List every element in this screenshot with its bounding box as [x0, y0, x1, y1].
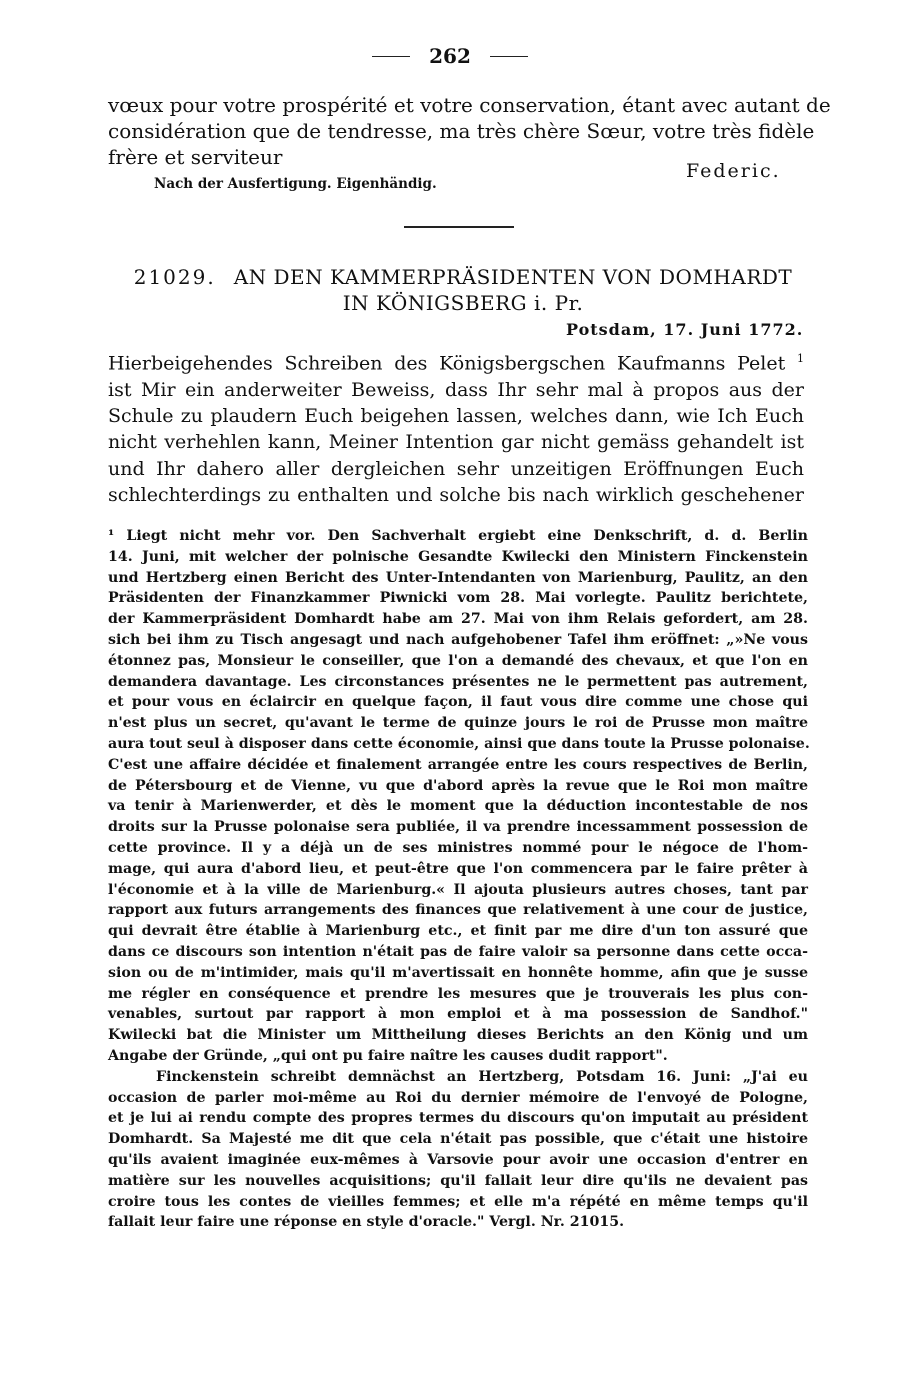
- body-line: nicht verhehlen kann, Meiner Intention gar nicht gemäss gehandelt ist: [108, 431, 804, 454]
- letter-body: [108, 346, 804, 508]
- footnote-line: qui devrait être établie à Marienburg etc., et finit par me dire d'un ton assuré que: [108, 923, 808, 940]
- footnote-line: Angabe der Gründe, „qui ont pu faire naître les causes dudit rapport".: [108, 1047, 668, 1064]
- footnote-line: aura tout seul à disposer dans cette économie, ainsi que dans toute la Prusse polonaise.: [108, 735, 810, 752]
- footnote-line: croire tous les contes de vieilles femmes; et elle m'a répété en même temps qu'il: [108, 1193, 808, 1210]
- footnote-line: der Kammerpräsident Domhardt habe am 27. Mai von ihm Relais gefordert, am 28.: [108, 611, 808, 628]
- footnote-line: Präsidenten der Finanzkammer Piwnicki vom 28. Mai vorlegte. Paulitz berichtete,: [108, 590, 808, 607]
- body-line: Schule zu plaudern Euch beigehen lassen, welches dann, wie Ich Euch: [108, 404, 804, 427]
- footnote-line: étonnez pas, Monsieur le conseiller, que l'on a demandé des chevaux, et que l'on en: [108, 652, 808, 669]
- footnote-line: und Hertzberg einen Bericht des Unter-Intendanten von Marienburg, Paulitz, an den: [108, 569, 808, 586]
- footnote-line: qu'ils avaient imaginée eux-mêmes à Varsovie pour avoir une occasion d'entrer en: [108, 1151, 808, 1168]
- footnote-line: et pour vous en éclaircir en quelque façon, il faut vous dire comme une chose qui: [108, 694, 808, 711]
- body-line-1: [108, 346, 804, 377]
- footnote-line: mage, qui aura d'abord lieu, et peut-être que l'on commencera par le faire prêter à: [108, 860, 808, 877]
- footnote-line: et je lui ai rendu compte des propres termes du discours qu'on imputait au président: [108, 1110, 808, 1127]
- page-number: 262: [429, 44, 471, 68]
- footnote-line: de Pétersbourg et de Vienne, vu que d'abord après la revue que le Roi mon maître: [108, 777, 808, 794]
- footnote-line: ¹ Liegt nicht mehr vor. Den Sachverhalt ergiebt eine Denkschrift, d. d. Berlin: [108, 528, 808, 544]
- body-line: schlechterdings zu enthalten und solche bis nach wirklich geschehener: [108, 483, 804, 506]
- body-line: ist Mir ein anderweiter Beweiss, dass Ihr sehr mal à propos aus der: [108, 378, 804, 401]
- footnote-line: droits sur la Prusse polonaise sera publiée, il va prendre incessamment possession de: [108, 819, 808, 836]
- body-line: und Ihr dahero aller dergleichen sehr unzeitigen Eröffnungen Euch: [108, 457, 804, 480]
- dateline: Potsdam, 17. Juni 1772.: [566, 320, 804, 339]
- closing-line: vœux pour votre prospérité et votre conservation, étant avec autant de: [108, 93, 831, 117]
- page-header: [0, 44, 900, 68]
- footnote-line: venables, surtout par rapport à mon emploi et à ma possession de Sandhof.": [108, 1006, 808, 1023]
- footnote-line: l'économie et à la ville de Marienburg.« Il ajouta plusieurs autres choses, tant par: [108, 881, 808, 898]
- previous-letter-closing: [108, 92, 831, 170]
- header-dash-right: [490, 56, 528, 57]
- heading-line-2: IN KÖNIGSBERG i. Pr.: [342, 291, 584, 315]
- footnote-line: occasion de parler moi-même au Roi du dernier mémoire de l'envoyé de Pologne,: [108, 1089, 808, 1106]
- footnote-line: sion ou de m'intimider, mais qu'il m'avertissait en honnête homme, afin que je susse: [108, 964, 808, 981]
- footnote-line: cette province. Il y a déjà un de ses ministres nommé pour le négoce de l'hom-: [108, 839, 808, 856]
- footnote-line: sich bei ihm zu Tisch angesagt und nach aufgehobener Tafel ihm eröffnet: „»Ne vous: [108, 631, 808, 648]
- footnote: [108, 526, 808, 1233]
- footnote-line: va tenir à Marienwerder, et dès le moment que la déduction incontestable de nos: [108, 798, 808, 815]
- footnote-line: matière sur les nouvelles acquisitions; qu'il fallait leur dire qu'ils ne devaient pas: [108, 1172, 808, 1189]
- heading-title: AN DEN KAMMERPRÄSIDENTEN VON DOMHARDT: [233, 265, 793, 289]
- letter-number: 21029.: [133, 265, 216, 289]
- source-note: Nach der Ausfertigung. Eigenhändig.: [154, 176, 437, 192]
- footnote-line: Finckenstein schreibt demnächst an Hertzberg, Potsdam 16. Juni: „J'ai eu: [156, 1068, 808, 1085]
- body-first-line-text: Hierbeigehendes Schreiben des Königsbergschen Kaufmanns Pelet: [108, 352, 786, 375]
- signature: Federic.: [686, 160, 781, 182]
- closing-line: frère et serviteur: [108, 145, 283, 169]
- letter-heading: [118, 264, 808, 316]
- footnote-line: rapport aux futurs arrangements des finances que relativement à une cour de justice,: [108, 902, 808, 919]
- footnote-line: dans ce discours son intention n'était pas de faire valoir sa personne dans cette occa-: [108, 943, 808, 960]
- footnote-line: Kwilecki bat die Minister um Mittheilung dieses Berichts an den König und um: [108, 1027, 808, 1044]
- footnote-line: me régler en conséquence et prendre les mesures que je trouverais les plus con-: [108, 985, 808, 1002]
- heading-line-1: [118, 264, 808, 290]
- footnote-line: Domhardt. Sa Majesté me dit que cela n'était pas possible, que c'était une histoire: [108, 1131, 808, 1148]
- section-separator: [404, 226, 514, 228]
- footnote-marker: 1: [797, 352, 804, 365]
- closing-line: considération que de tendresse, ma très chère Sœur, votre très fidèle: [108, 119, 815, 143]
- header-dash-left: [372, 56, 410, 57]
- footnote-line: 14. Juni, mit welcher der polnische Gesandte Kwilecki den Ministern Finckenstein: [108, 548, 808, 565]
- footnote-line: C'est une affaire décidée et finalement arrangée entre les cours respectives de Berlin,: [108, 756, 808, 773]
- footnote-line: demandera davantage. Les circonstances présentes ne le permettent pas autrement,: [108, 673, 808, 690]
- footnote-line: n'est plus un secret, qu'avant le terme de quinze jours le roi de Prusse mon maître: [108, 715, 808, 732]
- footnote-line: fallait leur faire une réponse en style d'oracle." Vergl. Nr. 21015.: [108, 1214, 625, 1231]
